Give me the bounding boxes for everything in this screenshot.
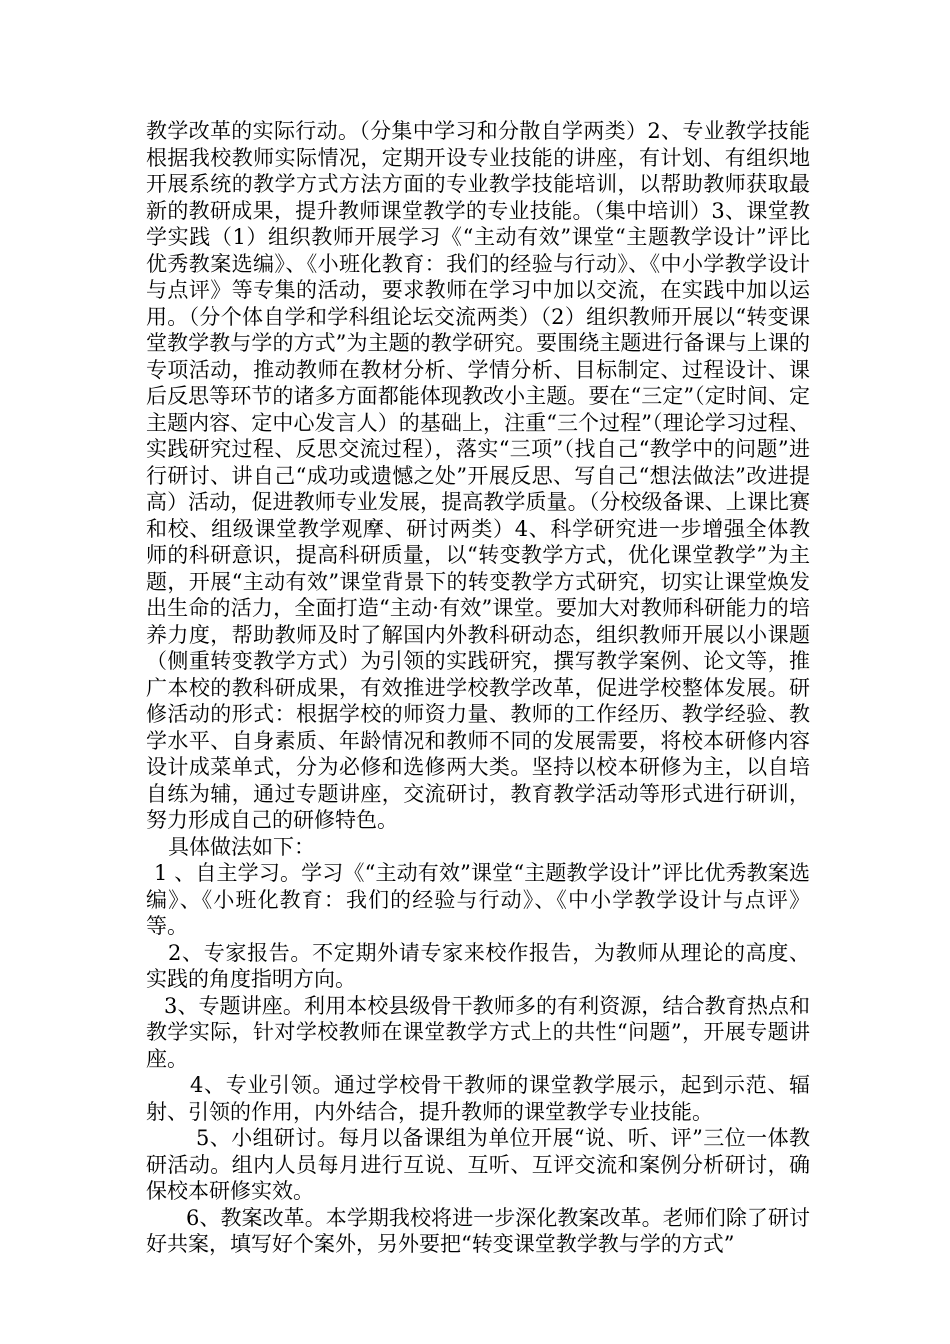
list-item: 4、专业引领。通过学校骨干教师的课堂教学展示，起到示范、辐射、引领的作用，内外结合，提升教师的课堂教学专业技能。 bbox=[146, 1073, 810, 1124]
list-item: 3、专题讲座。利用本校县级骨干教师多的有利资源，结合教育热点和教学实际，针对学校教师在课堂教学方式上的共性“问题”，开展专题讲座。 bbox=[146, 993, 810, 1071]
list-item: 1 、自主学习。学习《“主动有效”课堂“主题教学设计”评比优秀教案选编》、《小班化教育：我们的经验与行动》、《中小学教学设计与点评》等。 bbox=[146, 861, 810, 938]
body-paragraph: 教学改革的实际行动。（分集中学习和分散自学两类）2、专业教学技能根据我校教师实际情况，定期开设专业技能的讲座，有计划、有组织地开展系统的教学方式方法方面的专业教学技能培训，以帮助教师获取最新的教研成果，提升教师课堂教学的专业技能。（集中培训）3、课堂教学实践（1）组织教师开展学习《“主动有效”课堂“主题教学设计”评比优秀教案选编》、《小班化教育：我们的经验与行动》、《中小学教学设计与点评》等专集的活动，要求教师在学习中加以交流，在实践中加以运用。（分个体自学和学科组论坛交流两类）（2）组织教师开展以“转变课堂教学教与学的方式”为主题的教学研究。要围绕主题进行备课与上课的专项活动，推动教师在教材分析、学情分析、目标制定、过程设计、课后反思等环节的诸多方面都能体现教改小主题。要在“三定”（定时间、定主题内容、定中心发言人）的基础上，注重“三个过程”（理论学习过程、实践研究过程、反思交流过程），落实“三项”（找自己“教学中的问题”进行研讨、讲自己“成功或遗憾之处”开展反思、写自己“想法做法”改进提高）活动，促进教师专业发展，提高教学质量。（分校级备课、上课比赛和校、组级课堂教学观摩、研讨两类）4、科学研究进一步增强全体教师的科研意识，提高科研质量，以“转变教学方式，优化课堂教学”为主题，开展“主动有效”课堂背景下的转变教学方式研究，切实让课堂焕发出生命的活力，全面打造“主动·有效”课堂。要加大对教师科研能力的培养力度，帮助教师及时了解国内外教科研动态，组织教师开展以小课题（侧重转变教学方式）为引领的实践研究，撰写教学案例、论文等，推广本校的教科研成果，有效推进学校教学改革，促进学校整体发展。研修活动的形式：根据学校的师资力量、教师的工作经历、教学经验、教学水平、自身素质、年龄情况和教师不同的发展需要，将校本研修内容设计成菜单式，分为必修和选修两大类。坚持以校本研修为主，以自培自练为辅，通过专题讲座，交流研讨，教育教学活动等形式进行研训，努力形成自己的研修特色。 bbox=[146, 119, 810, 832]
list-item: 2、专家报告。不定期外请专家来校作报告，为教师从理论的高度、实践的角度指明方向。 bbox=[146, 940, 810, 991]
document-page bbox=[146, 118, 810, 1258]
list-item: 5、小组研讨。每月以备课组为单位开展“说、听、评”三位一体教研活动。组内人员每月进行互说、互听、互评交流和案例分析研讨，确保校本研修实效。 bbox=[146, 1126, 810, 1203]
list-item: 6、教案改革。本学期我校将进一步深化教案改革。老师们除了研讨好共案，填写好个案外，另外要把“转变课堂教学教与学的方式” bbox=[146, 1205, 810, 1256]
body-paragraph: 具体做法如下： bbox=[168, 834, 315, 859]
